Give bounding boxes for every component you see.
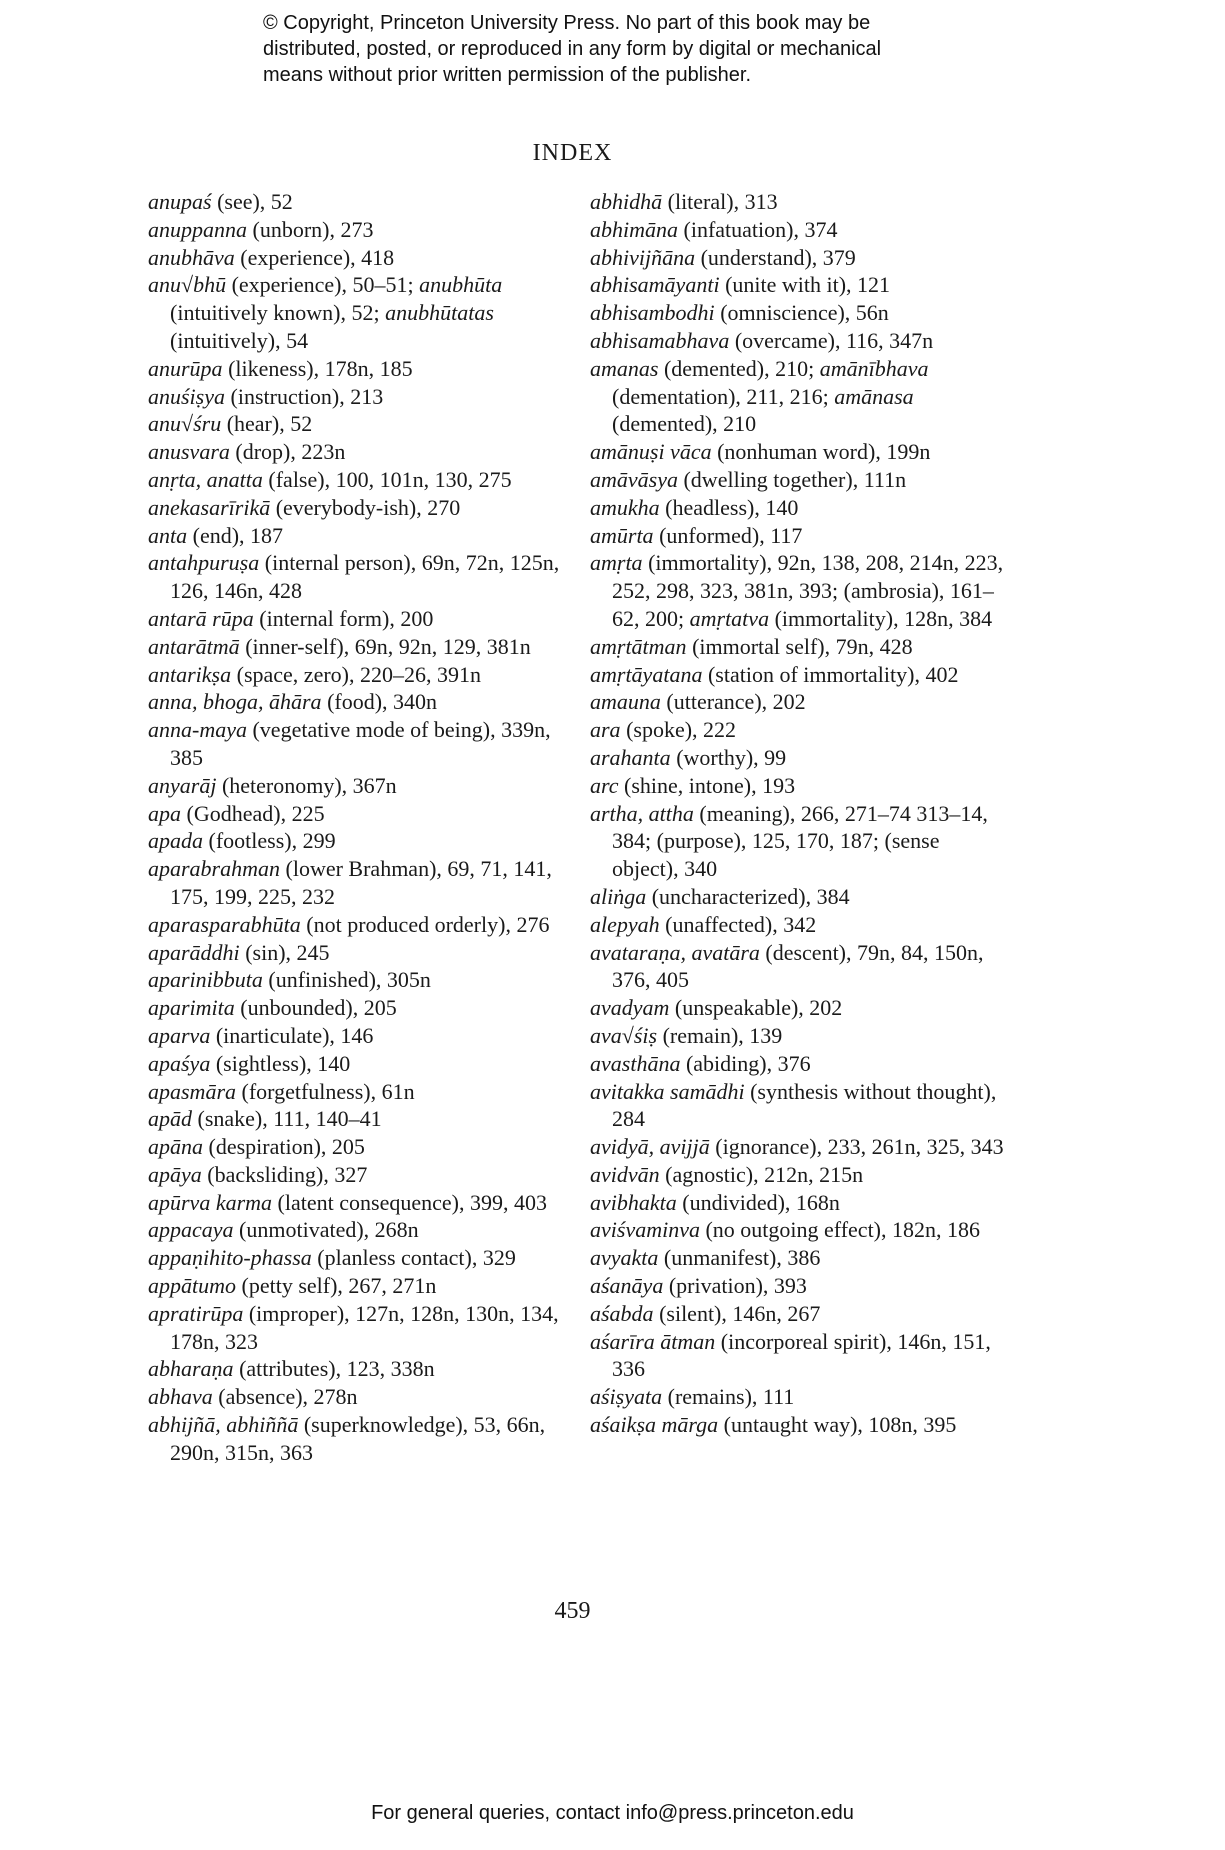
index-entry bbox=[148, 1300, 568, 1356]
index-gloss: (likeness), 178n, 185 bbox=[222, 355, 413, 381]
index-gloss: (no outgoing effect), 182n, 186 bbox=[699, 1217, 981, 1243]
index-term: aparāddhi bbox=[148, 939, 240, 965]
index-entry bbox=[148, 1355, 568, 1383]
index-term: abhava bbox=[148, 1384, 213, 1410]
index-entry bbox=[590, 188, 1010, 216]
index-gloss: (abiding), 376 bbox=[680, 1050, 811, 1076]
index-gloss: (unfinished), 305n bbox=[262, 967, 431, 993]
index-gloss: (sightless), 140 bbox=[210, 1050, 351, 1076]
index-gloss: (demented), 210 bbox=[612, 411, 757, 437]
index-term: antarikṣa bbox=[148, 661, 232, 687]
index-entry bbox=[148, 827, 568, 855]
index-term: apada bbox=[148, 828, 203, 854]
index-gloss: (nonhuman word), 199n bbox=[711, 439, 931, 465]
index-gloss: (superknowledge), 53, 66n, 290n, 315n, 363 bbox=[170, 1412, 546, 1465]
index-term: aśanāya bbox=[590, 1273, 664, 1299]
index-gloss: (despiration), 205 bbox=[203, 1134, 365, 1160]
index-entry bbox=[148, 661, 568, 689]
index-entry bbox=[148, 410, 568, 438]
index-entry bbox=[590, 716, 1010, 744]
index-entry bbox=[590, 1189, 1010, 1217]
index-entry bbox=[148, 633, 568, 661]
index-term: anṛta, anatta bbox=[148, 466, 263, 492]
index-gloss: (snake), 111, 140–41 bbox=[192, 1106, 382, 1132]
index-term: alepyah bbox=[590, 911, 660, 937]
index-gloss: (meaning), 266, 271–74 313–14, 384; (purpose), 125, 170, 187; (sense object), 340 bbox=[612, 800, 988, 882]
index-entry bbox=[590, 355, 1010, 438]
index-gloss: (unbounded), 205 bbox=[234, 995, 397, 1021]
index-gloss: (headless), 140 bbox=[659, 494, 799, 520]
index-gloss: (privation), 393 bbox=[663, 1273, 807, 1299]
index-term: appātumo bbox=[148, 1273, 236, 1299]
index-term: avataraṇa, avatāra bbox=[590, 939, 760, 965]
index-gloss: (instruction), 213 bbox=[225, 383, 384, 409]
index-term: arahanta bbox=[590, 744, 671, 770]
index-term: ava√śiṣ bbox=[590, 1022, 658, 1048]
index-gloss: (omniscience), 56n bbox=[714, 300, 889, 326]
index-term: anuśiṣya bbox=[148, 383, 225, 409]
index-term: antarā rūpa bbox=[148, 605, 254, 631]
index-gloss: (hear), 52 bbox=[221, 411, 313, 437]
index-term: aparasparabhūta bbox=[148, 911, 301, 937]
index-gloss: (unspeakable), 202 bbox=[669, 995, 843, 1021]
page-number: 459 bbox=[554, 1598, 591, 1624]
index-term: anubhūta bbox=[419, 272, 503, 298]
index-term: abhisamāyanti bbox=[590, 272, 720, 298]
index-term: amānībhava bbox=[819, 355, 929, 381]
index-gloss: (unmotivated), 268n bbox=[233, 1217, 419, 1243]
index-gloss: (unite with it), 121 bbox=[719, 272, 891, 298]
index-gloss: (understand), 379 bbox=[695, 244, 856, 270]
index-gloss: (everybody-ish), 270 bbox=[270, 494, 461, 520]
index-entry bbox=[148, 188, 568, 216]
index-term: apa bbox=[148, 800, 181, 826]
index-term: avidyā, avijjā bbox=[590, 1134, 710, 1160]
index-gloss: (end), 187 bbox=[187, 522, 284, 548]
index-term: anta bbox=[148, 522, 188, 548]
index-term: amukha bbox=[590, 494, 660, 520]
index-term: aśabda bbox=[590, 1300, 654, 1326]
index-term: apratirūpa bbox=[148, 1300, 244, 1326]
index-gloss: (untaught way), 108n, 395 bbox=[718, 1412, 957, 1438]
index-entry bbox=[148, 466, 568, 494]
index-term: anusvara bbox=[148, 439, 230, 465]
index-term: anurūpa bbox=[148, 355, 223, 381]
index-entry bbox=[148, 966, 568, 994]
index-gloss: (experience), 50–51; bbox=[226, 272, 420, 298]
index-term: aviśvaminva bbox=[590, 1217, 700, 1243]
index-gloss: (internal person), 69n, 72n, 125n, 126, 146n, 428 bbox=[170, 550, 560, 604]
index-entry bbox=[590, 466, 1010, 494]
index-gloss: (planless contact), 329 bbox=[311, 1245, 516, 1271]
index-term: aliṅga bbox=[590, 883, 647, 909]
index-term: anupaś bbox=[148, 189, 212, 214]
index-term: ara bbox=[590, 717, 621, 743]
index-entry bbox=[148, 244, 568, 272]
index-entry bbox=[148, 522, 568, 550]
copyright-line: distributed, posted, or reproduced in any form by digital or mechanical bbox=[263, 38, 882, 60]
index-entry bbox=[148, 438, 568, 466]
index-entry bbox=[148, 1078, 568, 1106]
index-entry bbox=[590, 1133, 1010, 1161]
index-entry bbox=[148, 688, 568, 716]
index-term: amānasa bbox=[834, 383, 914, 409]
index-gloss: (vegetative mode of being), 339n, 385 bbox=[170, 717, 551, 770]
index-term: anubhūtatas bbox=[385, 300, 494, 326]
index-term: antarātmā bbox=[148, 633, 240, 659]
index-gloss: (forgetfulness), 61n bbox=[236, 1078, 415, 1104]
index-entry bbox=[148, 1105, 568, 1133]
index-entry bbox=[148, 1383, 568, 1411]
index-entry bbox=[148, 1022, 568, 1050]
index-gloss: (not produced orderly), 276 bbox=[300, 911, 550, 937]
index-gloss: (experience), 418 bbox=[234, 244, 395, 270]
index-term: aśarīra ātman bbox=[590, 1328, 716, 1354]
index-entry bbox=[590, 522, 1010, 550]
index-entry bbox=[590, 883, 1010, 911]
index-term: avidvān bbox=[590, 1161, 660, 1187]
index-term: amāvāsya bbox=[590, 466, 678, 492]
index-term: artha, attha bbox=[590, 800, 694, 826]
index-entry bbox=[148, 911, 568, 939]
index-entry bbox=[590, 800, 1010, 883]
index-gloss: (spoke), 222 bbox=[620, 717, 737, 743]
index-term: anubhāva bbox=[148, 244, 235, 270]
index-entry bbox=[148, 939, 568, 967]
index-gloss: (dwelling together), 111n bbox=[677, 466, 907, 492]
index-term: anna, bhoga, āhāra bbox=[148, 689, 322, 715]
index-term: appacaya bbox=[148, 1217, 234, 1243]
index-gloss: (drop), 223n bbox=[229, 439, 346, 465]
index-entry bbox=[590, 1050, 1010, 1078]
index-term: anu√bhū bbox=[148, 272, 227, 298]
index-entry bbox=[590, 299, 1010, 327]
index-entry bbox=[148, 1161, 568, 1189]
index-term: apasmāra bbox=[148, 1078, 237, 1104]
index-entry bbox=[148, 1244, 568, 1272]
index-column-right bbox=[590, 188, 1010, 1439]
index-term: apāna bbox=[148, 1134, 203, 1160]
index-gloss: (immortality), 128n, 384 bbox=[769, 605, 993, 631]
index-term: apūrva karma bbox=[148, 1189, 273, 1215]
page-title: INDEX bbox=[532, 140, 613, 166]
index-term: amānuṣi vāca bbox=[590, 439, 712, 465]
index-gloss: (false), 100, 101n, 130, 275 bbox=[262, 466, 512, 492]
index-entry bbox=[590, 1078, 1010, 1134]
index-gloss: (inarticulate), 146 bbox=[210, 1022, 374, 1048]
index-entry bbox=[590, 1216, 1010, 1244]
index-entry bbox=[590, 244, 1010, 272]
index-entry bbox=[590, 1411, 1010, 1439]
index-gloss: (immortality), 92n, 138, 208, 214n, 223, 252, 298, 323, 381n, 393; (ambrosia), 161–62, 200; bbox=[612, 550, 1004, 631]
index-term: abhivijñāna bbox=[590, 244, 696, 270]
index-term: aparva bbox=[148, 1022, 211, 1048]
index-entry bbox=[148, 800, 568, 828]
index-entry bbox=[148, 994, 568, 1022]
index-entry bbox=[148, 1411, 568, 1467]
index-gloss: (infatuation), 374 bbox=[678, 216, 838, 242]
index-term: avyakta bbox=[590, 1245, 659, 1271]
index-entry bbox=[148, 772, 568, 800]
index-entry bbox=[590, 744, 1010, 772]
index-term: avibhakta bbox=[590, 1189, 677, 1215]
index-term: aparimita bbox=[148, 995, 235, 1021]
index-gloss: (uncharacterized), 384 bbox=[646, 883, 850, 909]
index-gloss: (inner-self), 69n, 92n, 129, 381n bbox=[239, 633, 531, 659]
index-term: aparabrahman bbox=[148, 856, 281, 882]
index-term: aśaikṣa mārga bbox=[590, 1412, 719, 1438]
index-gloss: (see), 52 bbox=[211, 189, 293, 214]
index-term: anna-maya bbox=[148, 717, 247, 743]
index-entry bbox=[148, 1133, 568, 1161]
index-term: avadyam bbox=[590, 995, 670, 1021]
index-term: apād bbox=[148, 1106, 192, 1132]
index-term: aśiṣyata bbox=[590, 1384, 663, 1410]
index-entry bbox=[590, 1022, 1010, 1050]
copyright-line: © Copyright, Princeton University Press. No part of this book may be bbox=[263, 12, 871, 34]
index-entry bbox=[590, 1272, 1010, 1300]
index-entry bbox=[590, 661, 1010, 689]
index-term: apaśya bbox=[148, 1050, 211, 1076]
index-gloss: (petty self), 267, 271n bbox=[236, 1273, 437, 1299]
index-term: anu√śru bbox=[148, 411, 222, 437]
index-term: amanas bbox=[590, 355, 659, 381]
index-gloss: (food), 340n bbox=[321, 689, 438, 715]
index-entry bbox=[590, 438, 1010, 466]
index-gloss: (descent), 79n, 84, 150n, 376, 405 bbox=[612, 939, 984, 993]
index-gloss: (silent), 146n, 267 bbox=[653, 1300, 821, 1326]
index-gloss: (dementation), 211, 216; bbox=[612, 383, 835, 409]
index-entry bbox=[148, 1050, 568, 1078]
index-entry bbox=[590, 1328, 1010, 1384]
index-entry bbox=[590, 271, 1010, 299]
index-gloss: (demented), 210; bbox=[658, 355, 820, 381]
index-gloss: (latent consequence), 399, 403 bbox=[272, 1189, 547, 1215]
index-entry bbox=[148, 1216, 568, 1244]
index-entry bbox=[148, 549, 568, 605]
index-gloss: (remain), 139 bbox=[657, 1022, 783, 1048]
index-term: abhimāna bbox=[590, 216, 678, 242]
index-gloss: (unaffected), 342 bbox=[659, 911, 817, 937]
index-term: abharaṇa bbox=[148, 1356, 234, 1382]
index-entry bbox=[590, 1300, 1010, 1328]
copyright-line: means without prior written permission of the publisher. bbox=[263, 64, 752, 86]
index-entry bbox=[590, 1383, 1010, 1411]
index-gloss: (internal form), 200 bbox=[253, 605, 434, 631]
index-gloss: (utterance), 202 bbox=[660, 689, 806, 715]
index-gloss: (undivided), 168n bbox=[676, 1189, 840, 1215]
index-gloss: (attributes), 123, 338n bbox=[233, 1356, 435, 1382]
index-gloss: (worthy), 99 bbox=[670, 744, 787, 770]
index-gloss: (literal), 313 bbox=[662, 189, 778, 214]
index-entry bbox=[148, 1272, 568, 1300]
index-entry bbox=[590, 994, 1010, 1022]
index-term: aparinibbuta bbox=[148, 967, 263, 993]
index-gloss: (remains), 111 bbox=[662, 1384, 795, 1410]
index-term: anekasarīrikā bbox=[148, 494, 271, 520]
index-column-left bbox=[148, 188, 568, 1467]
index-gloss: (space, zero), 220–26, 391n bbox=[231, 661, 481, 687]
copyright-notice bbox=[263, 10, 1043, 88]
index-gloss: (shine, intone), 193 bbox=[618, 772, 796, 798]
index-term: abhidhā bbox=[590, 189, 663, 214]
index-gloss: (ignorance), 233, 261n, 325, 343 bbox=[709, 1134, 1004, 1160]
footer-contact: For general queries, contact info@press.princeton.edu bbox=[371, 1802, 854, 1824]
index-entry bbox=[590, 1244, 1010, 1272]
index-entry bbox=[590, 772, 1010, 800]
index-term: abhisambodhi bbox=[590, 300, 715, 326]
index-entry bbox=[590, 633, 1010, 661]
index-entry bbox=[590, 216, 1010, 244]
index-gloss: (station of immortality), 402 bbox=[702, 661, 959, 687]
index-entry bbox=[148, 494, 568, 522]
index-entry bbox=[590, 688, 1010, 716]
index-term: avasthāna bbox=[590, 1050, 681, 1076]
index-term: apāya bbox=[148, 1161, 202, 1187]
index-gloss: (improper), 127n, 128n, 130n, 134, 178n, 323 bbox=[170, 1300, 559, 1354]
index-term: anyarāj bbox=[148, 772, 217, 798]
index-entry bbox=[590, 1161, 1010, 1189]
index-term: amṛtātman bbox=[590, 633, 687, 659]
index-term: appaṇihito-phassa bbox=[148, 1245, 312, 1271]
index-term: antahpuruṣa bbox=[148, 550, 260, 576]
index-term: amṛtāyatana bbox=[590, 661, 703, 687]
index-entry bbox=[148, 271, 568, 354]
index-term: anuppanna bbox=[148, 216, 247, 242]
index-entry bbox=[590, 494, 1010, 522]
index-gloss: (Godhead), 225 bbox=[181, 800, 325, 826]
index-term: avitakka samādhi bbox=[590, 1078, 745, 1104]
index-entry bbox=[148, 1189, 568, 1217]
index-term: abhijñā, abhiññā bbox=[148, 1412, 299, 1438]
index-gloss: (footless), 299 bbox=[203, 828, 336, 854]
index-term: amṛta bbox=[590, 550, 643, 576]
index-term: amṛtatva bbox=[689, 605, 770, 631]
index-gloss: (backsliding), 327 bbox=[201, 1161, 368, 1187]
index-term: arc bbox=[590, 772, 619, 798]
index-entry bbox=[148, 355, 568, 383]
index-entry bbox=[148, 605, 568, 633]
index-entry bbox=[148, 855, 568, 911]
index-entry bbox=[590, 911, 1010, 939]
index-gloss: (absence), 278n bbox=[212, 1384, 358, 1410]
index-gloss: (unmanifest), 386 bbox=[658, 1245, 821, 1271]
index-entry bbox=[148, 216, 568, 244]
index-gloss: (unformed), 117 bbox=[653, 522, 803, 548]
index-gloss: (heteronomy), 367n bbox=[216, 772, 397, 798]
index-term: amūrta bbox=[590, 522, 654, 548]
index-gloss: (unborn), 273 bbox=[247, 216, 374, 242]
index-term: amauna bbox=[590, 689, 661, 715]
index-gloss: (incorporeal spirit), 146n, 151, 336 bbox=[612, 1328, 991, 1382]
index-gloss: (lower Brahman), 69, 71, 141, 175, 199, 225, 232 bbox=[170, 856, 552, 909]
index-gloss: (sin), 245 bbox=[239, 939, 330, 965]
index-gloss: (overcame), 116, 347n bbox=[729, 327, 934, 353]
index-entry bbox=[590, 327, 1010, 355]
index-gloss: (synthesis without thought), 284 bbox=[612, 1078, 997, 1132]
index-gloss: (intuitively known), 52; bbox=[170, 300, 386, 326]
index-entry bbox=[590, 939, 1010, 995]
index-entry bbox=[590, 549, 1010, 632]
index-gloss: (agnostic), 212n, 215n bbox=[659, 1161, 864, 1187]
index-term: abhisamabhava bbox=[590, 327, 730, 353]
index-entry bbox=[148, 383, 568, 411]
index-gloss: (immortal self), 79n, 428 bbox=[686, 633, 913, 659]
index-gloss: (intuitively), 54 bbox=[170, 327, 309, 353]
index-entry bbox=[148, 716, 568, 772]
